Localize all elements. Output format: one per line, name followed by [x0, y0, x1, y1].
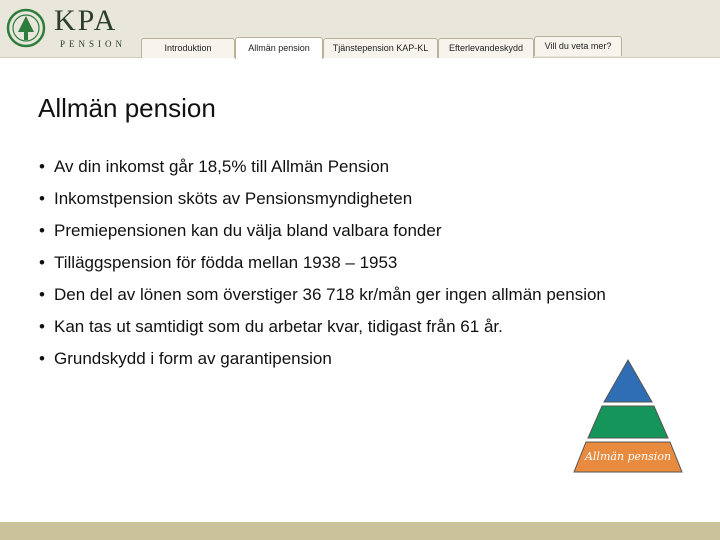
list-item: • Den del av lönen som överstiger 36 718 kr/mån ger ingen allmän pension: [38, 282, 678, 308]
pyramid-top-layer: [604, 360, 652, 402]
list-item: • Inkomstpension sköts av Pensionsmyndigheten: [38, 186, 678, 212]
tab-introduktion[interactable]: Introduktion: [141, 38, 235, 58]
tab-vill-du-veta-mer[interactable]: Vill du veta mer?: [534, 36, 622, 56]
list-item: • Grundskydd i form av garantipension: [38, 346, 678, 372]
tab-tjanstepension[interactable]: Tjänstepension KAP-KL: [323, 38, 438, 58]
brand-subtitle: PENSION: [60, 39, 127, 49]
list-item: • Tilläggspension för födda mellan 1938 – 1953: [38, 250, 678, 276]
list-item: • Kan tas ut samtidigt som du arbetar kvar, tidigast från 61 år.: [38, 314, 678, 340]
list-item: • Premiepensionen kan du välja bland valbara fonder: [38, 218, 678, 244]
brand-name: KPA: [54, 4, 118, 37]
pyramid-middle-layer: [588, 406, 668, 438]
pension-pyramid: [568, 356, 688, 478]
tab-efterlevandeskydd[interactable]: Efterlevandeskydd: [438, 38, 534, 58]
page-title: Allmän pension: [38, 93, 216, 123]
pyramid-label: Allmän pension: [584, 450, 672, 463]
kpa-tree-logo-icon: [6, 8, 46, 48]
header-bar: [0, 0, 720, 58]
tab-allman-pension[interactable]: Allmän pension: [235, 37, 323, 59]
footer-bar: [0, 522, 720, 540]
bullet-list: [38, 154, 678, 378]
list-item: • Av din inkomst går 18,5% till Allmän Pension: [38, 154, 678, 180]
